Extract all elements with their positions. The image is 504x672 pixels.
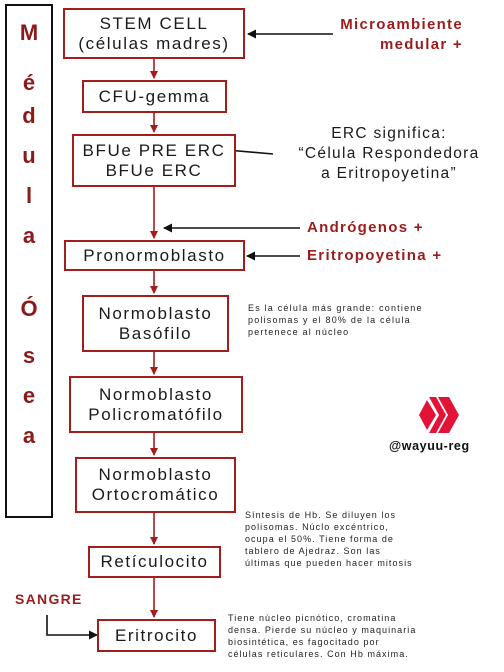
stage-line: BFUe PRE ERC	[82, 140, 226, 160]
microambiente-line: Microambiente	[340, 16, 463, 33]
stage-normoblasto-ortocromatico	[75, 457, 236, 513]
stage-line: Normoblasto	[98, 303, 213, 323]
stage-line: Normoblasto	[98, 465, 213, 485]
stage-line: BFUe ERC	[105, 160, 203, 180]
sangre-label: SANGRE	[15, 591, 83, 607]
stage-line: Retículocito	[100, 552, 209, 572]
side-letter: e	[22, 383, 36, 408]
note-line: densa. Pierde su núcleo y maquinaria	[228, 624, 417, 635]
note-line: Síntesis de Hb. Se diluyen los	[245, 510, 397, 520]
erc-definition	[282, 124, 496, 184]
note-line: pertenece al núcleo	[248, 326, 350, 337]
stage-normoblasto-policromatofilo	[69, 376, 243, 433]
basofilo-note	[248, 303, 423, 339]
microambiente-line: medular +	[380, 35, 463, 53]
side-letter: d	[22, 103, 36, 128]
stage-line: Policromatófilo	[88, 404, 224, 424]
side-letter: s	[22, 343, 36, 368]
stage-stem-cell	[63, 8, 245, 59]
side-letter: M	[19, 20, 39, 45]
stage-line: Eritrocito	[114, 625, 199, 645]
stage-line: (células madres)	[78, 33, 230, 53]
stage-pronormoblasto	[64, 240, 245, 271]
androgenos-label: Andrógenos +	[307, 219, 424, 236]
stage-line: Pronormoblasto	[83, 245, 226, 265]
note-line: Tiene núcleo picnótico, cromatina	[228, 613, 397, 623]
side-letter: l	[25, 183, 33, 208]
stage-normoblasto-basofilo	[82, 295, 229, 352]
side-letter: Ó	[20, 296, 38, 321]
sangre-arrow	[47, 615, 97, 635]
erc-line: a Eritropoyetina”	[321, 165, 457, 183]
side-letter: u	[22, 143, 36, 168]
stage-line: Ortocromático	[91, 485, 220, 504]
side-letter: a	[22, 423, 36, 448]
note-line: biosintética, es fagocitado por	[228, 636, 380, 647]
note-line: tablero de Ajedraz. Son las	[245, 545, 381, 556]
eritrocito-note	[228, 613, 416, 661]
note-line: últimas que pueden hacer mitosis	[245, 557, 413, 568]
note-line: polisomas y el 80% de la célula	[248, 314, 411, 325]
stage-bfue	[72, 134, 236, 187]
stage-line: Normoblasto	[99, 384, 213, 404]
stage-line: Basófilo	[118, 323, 193, 343]
erc-line: “Célula Respondedora	[298, 145, 480, 163]
stage-line: CFU-gemma	[98, 86, 211, 106]
ortocromatico-note	[245, 510, 413, 570]
note-line: Es la célula más grande: contiene	[248, 303, 423, 313]
side-letter: é	[22, 70, 36, 95]
note-line: polisomas. Núclo excéntrico,	[245, 521, 389, 532]
stage-cfu-gemma	[82, 80, 227, 113]
author-handle: @wayuu-reg	[389, 439, 470, 453]
stage-eritrocito	[97, 619, 216, 652]
stage-reticulocito	[88, 546, 221, 578]
note-line: ocupa el 50%. Tiene forma de	[245, 533, 394, 544]
note-line: células reticulares. Con Hb máxima.	[228, 648, 409, 659]
hive-logo-icon	[419, 397, 459, 433]
stage-line: STEM CELL	[99, 13, 209, 33]
medula-osea-side-label	[5, 4, 53, 518]
eritropoyetina-label: Eritropoyetina +	[307, 247, 443, 264]
erc-line: ERC significa:	[331, 125, 447, 142]
microambiente-label	[339, 15, 463, 55]
side-letter: a	[22, 223, 36, 248]
